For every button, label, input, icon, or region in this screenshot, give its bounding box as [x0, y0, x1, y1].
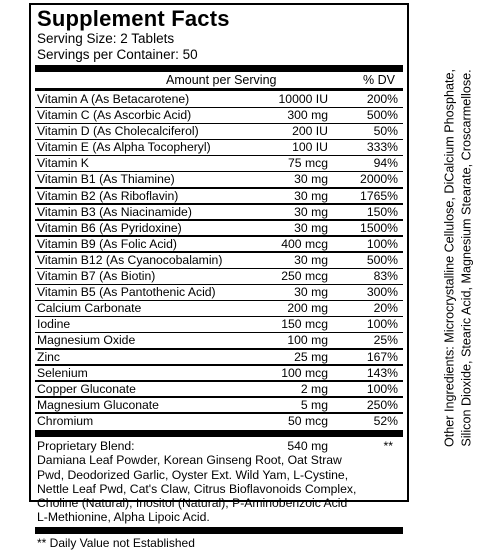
nutrient-row	[37, 301, 401, 316]
serving-size: Serving Size: 2 Tablets	[37, 31, 175, 46]
nutrient-row	[37, 382, 401, 397]
nutrient-list	[37, 91, 401, 428]
nutrient-name: Vitamin B3 (As Niacinamide)	[37, 204, 192, 219]
nutrient-dv: 50%	[373, 124, 398, 139]
nutrient-row	[37, 221, 401, 236]
nutrient-name: Selenium	[37, 365, 88, 380]
blend-ingredient-line: Pwd, Deodorized Garlic, Oyster Ext. Wild Yam, L-Cystine,	[37, 467, 349, 482]
nutrient-row	[37, 108, 401, 123]
other-ingredients-text	[442, 40, 475, 476]
blend-ingredient-line: Damiana Leaf Powder, Korean Ginseng Root, Oat Straw	[37, 453, 342, 468]
blend-ingredient-line: Choline (Natural), Inositol (Natural), P-Aminobenzoic Acid	[37, 496, 348, 511]
nutrient-name: Vitamin B9 (As Folic Acid)	[37, 236, 177, 251]
nutrient-amount: 100 mcg	[281, 365, 328, 380]
nutrient-dv: 1765%	[360, 188, 398, 203]
panel-title: Supplement Facts	[37, 6, 230, 31]
nutrient-amount: 100 IU	[292, 140, 328, 155]
nutrient-amount: 30 mg	[294, 252, 328, 267]
nutrient-row	[37, 253, 401, 268]
nutrient-name: Magnesium Gluconate	[37, 397, 159, 412]
nutrient-amount: 200 IU	[292, 124, 328, 139]
nutrient-dv: 333%	[366, 140, 398, 155]
nutrient-name: Vitamin B2 (As Riboflavin)	[37, 188, 179, 203]
other-ingredients-column	[417, 0, 499, 511]
nutrient-name: Vitamin B6 (As Pyridoxine)	[37, 220, 182, 235]
nutrient-amount: 50 mcg	[288, 413, 328, 428]
nutrient-name: Vitamin B7 (As Biotin)	[37, 269, 156, 284]
nutrient-dv: 83%	[373, 269, 398, 284]
nutrient-name: Vitamin E (As Alpha Tocopheryl)	[37, 140, 211, 155]
daily-value-header: % DV	[363, 73, 395, 87]
nutrient-amount: 250 mcg	[281, 269, 328, 284]
nutrient-row	[37, 92, 401, 107]
other-ingredients-line: Other Ingredients: Microcrystalline Cellulose, DiCalcium Phosphate,	[442, 69, 457, 447]
nutrient-dv: 100%	[366, 317, 398, 332]
nutrient-row	[37, 237, 401, 252]
nutrient-dv: 1500%	[360, 220, 398, 235]
nutrient-amount: 2 mg	[300, 381, 328, 396]
nutrient-dv: 150%	[366, 204, 398, 219]
nutrient-name: Vitamin B12 (As Cyanocobalamin)	[37, 252, 223, 267]
nutrient-amount: 100 mg	[287, 333, 328, 348]
nutrient-dv: 167%	[366, 349, 398, 364]
nutrient-amount: 30 mg	[294, 220, 328, 235]
nutrient-name: Vitamin A (As Betacarotene)	[37, 92, 190, 106]
nutrient-amount: 300 mg	[287, 108, 328, 123]
nutrient-row	[37, 124, 401, 139]
nutrient-dv: 25%	[373, 333, 398, 348]
thick-divider	[35, 65, 403, 72]
nutrient-row	[37, 269, 401, 284]
nutrient-name: Vitamin D (As Cholecalciferol)	[37, 124, 199, 139]
blend-ingredient-line: Nettle Leaf Pwd, Cat's Claw, Citrus Bioflavonoids Complex,	[37, 481, 357, 496]
other-ingredients-line: Silicon Dioxide, Stearic Acid, Magnesium Stearate, Croscarmellose.	[459, 69, 473, 447]
blend-ingredient-line: L-Methionine, Alpha Lipoic Acid.	[37, 510, 210, 525]
nutrient-amount: 5 mg	[300, 397, 328, 412]
blend-dv: **	[383, 439, 393, 454]
blend-divider	[35, 430, 403, 437]
nutrient-row	[37, 205, 401, 220]
blend-name: Proprietary Blend:	[37, 439, 135, 454]
amount-per-serving-header: Amount per Serving	[166, 73, 277, 87]
nutrient-amount: 30 mg	[294, 188, 328, 203]
nutrient-row	[37, 156, 401, 171]
nutrient-amount: 30 mg	[294, 204, 328, 219]
nutrient-row	[37, 172, 401, 187]
nutrient-name: Calcium Carbonate	[37, 301, 142, 316]
blend-ingredients	[37, 453, 401, 524]
nutrient-dv: 143%	[366, 365, 398, 380]
nutrient-amount: 30 mg	[294, 172, 328, 187]
nutrient-row	[37, 398, 401, 413]
nutrient-dv: 300%	[366, 285, 398, 300]
proprietary-blend-row	[37, 439, 401, 453]
footnote-divider	[35, 527, 403, 534]
nutrient-row	[37, 189, 401, 204]
nutrient-name: Zinc	[37, 349, 61, 364]
nutrient-dv: 20%	[373, 301, 398, 316]
nutrient-row	[37, 140, 401, 155]
nutrient-row	[37, 285, 401, 300]
nutrient-name: Vitamin C (As Ascorbic Acid)	[37, 108, 192, 123]
nutrient-name: Vitamin B5 (As Pantothenic Acid)	[37, 285, 216, 300]
servings-per-container: Servings per Container: 50	[37, 47, 198, 62]
nutrient-dv: 100%	[366, 381, 398, 396]
nutrient-dv: 250%	[366, 397, 398, 412]
footnote: ** Daily Value not Established	[37, 536, 195, 551]
nutrient-row	[37, 317, 401, 332]
nutrient-amount: 150 mcg	[281, 317, 328, 332]
nutrient-name: Chromium	[37, 413, 94, 428]
nutrient-dv: 94%	[373, 156, 398, 171]
nutrient-name: Iodine	[37, 317, 71, 332]
nutrient-name: Copper Gluconate	[37, 381, 136, 396]
nutrient-name: Vitamin B1 (As Thiamine)	[37, 172, 175, 187]
nutrient-amount: 30 mg	[294, 285, 328, 300]
nutrient-dv: 2000%	[360, 172, 398, 187]
nutrient-name: Magnesium Oxide	[37, 333, 136, 348]
nutrient-amount: 25 mg	[294, 349, 328, 364]
nutrient-amount: 400 mcg	[281, 236, 328, 251]
nutrient-amount: 75 mcg	[288, 156, 328, 171]
nutrient-dv: 100%	[366, 236, 398, 251]
nutrient-dv: 52%	[373, 413, 398, 428]
nutrient-row	[37, 414, 401, 429]
nutrient-row	[37, 366, 401, 381]
nutrient-amount: 200 mg	[287, 301, 328, 316]
nutrient-dv: 500%	[366, 108, 398, 123]
column-header-row	[37, 72, 401, 88]
nutrient-name: Vitamin K	[37, 156, 89, 171]
nutrient-dv: 500%	[366, 252, 398, 267]
blend-amount: 540 mg	[287, 439, 328, 454]
nutrient-dv: 200%	[366, 92, 398, 106]
nutrient-row	[37, 333, 401, 348]
nutrient-amount: 10000 IU	[278, 92, 328, 106]
nutrient-row	[37, 350, 401, 365]
supplement-facts-panel	[29, 3, 409, 551]
